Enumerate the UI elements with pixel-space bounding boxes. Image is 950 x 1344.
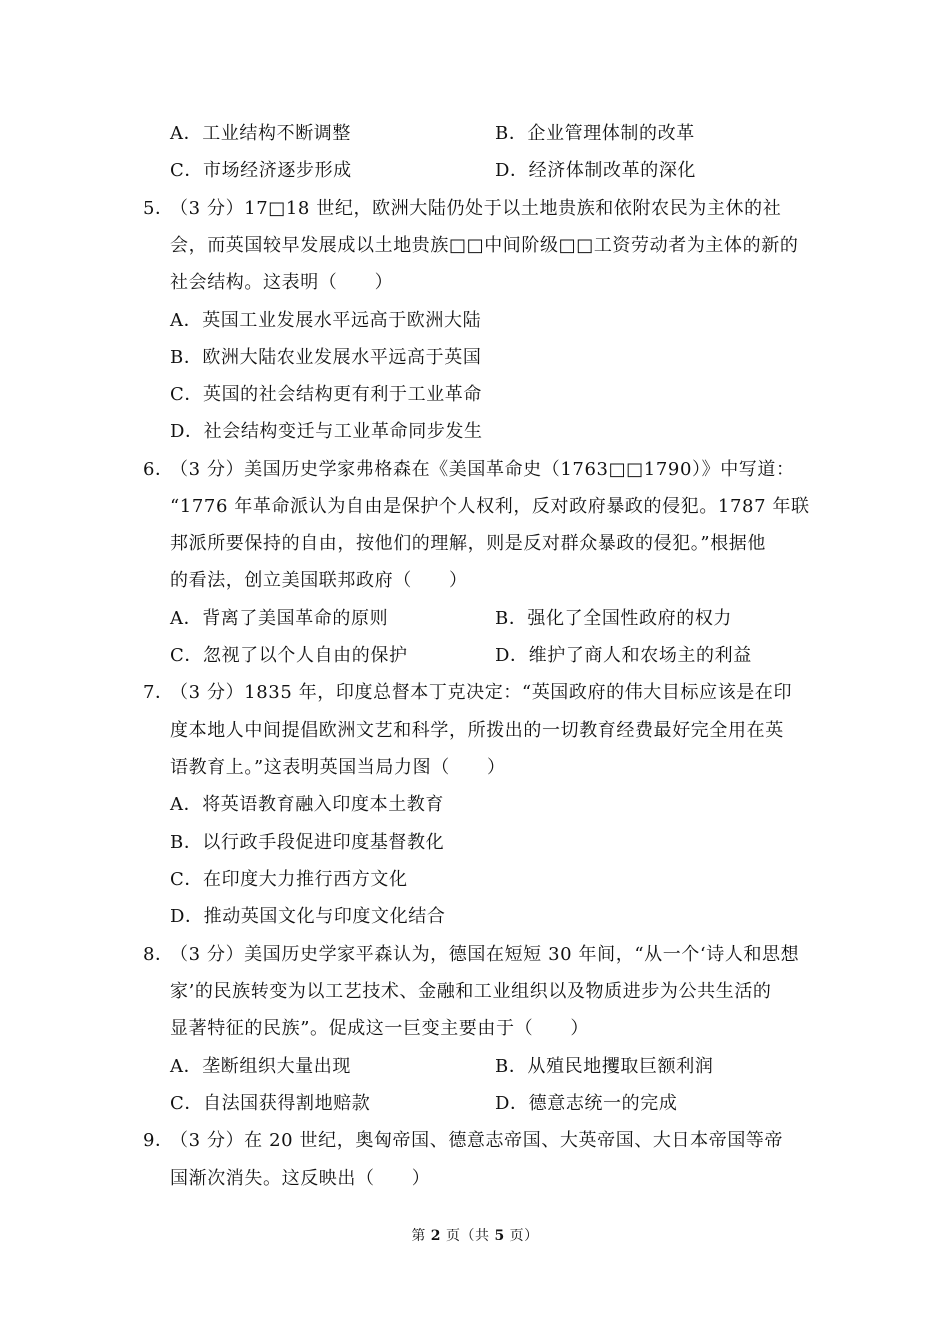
q6-option-a: A．背离了美国革命的原则	[170, 608, 389, 629]
q7-option-b: B．以行政手段促进印度基督教化	[170, 832, 445, 853]
q9-number: 9．	[143, 1130, 174, 1151]
q8-number: 8．	[143, 944, 174, 965]
q8-option-a: A．垄断组织大量出现	[170, 1056, 351, 1077]
q6-number: 6．	[143, 459, 174, 480]
q5-stem-line2: 会，而英国较早发展成以土地贵族□□中间阶级□□工资劳动者为主体的新的	[170, 235, 799, 256]
q7-number: 7．	[143, 682, 174, 703]
q8-stem-line2: 家’的民族转变为以工艺技术、金融和工业组织以及物质进步为公共生活的	[170, 981, 772, 1002]
q6-stem-line3: 邦派所要保持的自由，按他们的理解，则是反对群众暴政的侵犯。”根据他	[170, 533, 766, 554]
q7-option-c: C．在印度大力推行西方文化	[170, 869, 408, 890]
q4-option-d: D．经济体制改革的深化	[495, 160, 697, 181]
q6-option-b: B．强化了全国性政府的权力	[495, 608, 733, 629]
q6-option-d: D．维护了商人和农场主的利益	[495, 645, 752, 666]
q7-stem-line2: 度本地人中间提倡欧洲文艺和科学，所拨出的一切教育经费最好完全用在英	[170, 720, 784, 741]
page-footer	[0, 1226, 950, 1246]
footer-total-pages: 5	[494, 1228, 505, 1244]
q4-option-a: A．工业结构不断调整	[170, 123, 351, 144]
q7-option-d: D．推动英国文化与印度文化结合	[170, 906, 446, 927]
q4-option-b: B．企业管理体制的改革	[495, 123, 695, 144]
footer-prefix: 第	[411, 1228, 426, 1244]
q7-stem-line3: 语教育上。”这表明英国当局力图（ ）	[170, 757, 506, 778]
q5-option-b: B．欧洲大陆农业发展水平远高于英国	[170, 347, 482, 368]
q8-stem-line3: 显著特征的民族”。促成这一巨变主要由于（ ）	[170, 1018, 589, 1039]
q5-option-a: A．英国工业发展水平远高于欧洲大陆	[170, 310, 482, 331]
q7-stem-line1: （3 分）1835 年，印度总督本丁克决定：“英国政府的伟大目标应该是在印	[170, 682, 793, 703]
footer-middle: 页（共	[446, 1228, 490, 1244]
q6-option-c: C．忽视了以个人自由的保护	[170, 645, 408, 666]
q6-stem-line4: 的看法，创立美国联邦政府（ ）	[170, 570, 468, 591]
q5-option-d: D．社会结构变迁与工业革命同步发生	[170, 421, 483, 442]
q9-stem-line1: （3 分）在 20 世纪，奥匈帝国、德意志帝国、大英帝国、大日本帝国等帝	[170, 1130, 784, 1151]
q8-option-c: C．自法国获得割地赔款	[170, 1093, 371, 1114]
q6-stem-line1: （3 分）美国历史学家弗格森在《美国革命史（1763□□1790）》中写道：	[170, 459, 795, 480]
q6-stem-line2: “1776 年革命派认为自由是保护个人权利，反对政府暴政的侵犯。1787 年联	[170, 496, 810, 517]
q8-option-d: D．德意志统一的完成	[495, 1093, 678, 1114]
footer-suffix: 页）	[509, 1228, 539, 1244]
q5-stem-line3: 社会结构。这表明（ ）	[170, 272, 394, 293]
q4-option-c: C．市场经济逐步形成	[170, 160, 352, 181]
q8-option-b: B．从殖民地攫取巨额利润	[495, 1056, 714, 1077]
q7-option-a: A．将英语教育融入印度本土教育	[170, 794, 444, 815]
q5-stem-line1: （3 分）17□18 世纪，欧洲大陆仍处于以土地贵族和依附农民为主休的社	[170, 198, 782, 219]
q8-stem-line1: （3 分）美国历史学家平森认为，德国在短短 30 年间，“从一个‘诗人和思想	[170, 944, 800, 965]
footer-current-page: 2	[430, 1228, 442, 1244]
q9-stem-line2: 国渐次消失。这反映出（ ）	[170, 1168, 431, 1189]
q5-option-c: C．英国的社会结构更有利于工业革命	[170, 384, 482, 405]
q5-number: 5．	[143, 198, 174, 219]
